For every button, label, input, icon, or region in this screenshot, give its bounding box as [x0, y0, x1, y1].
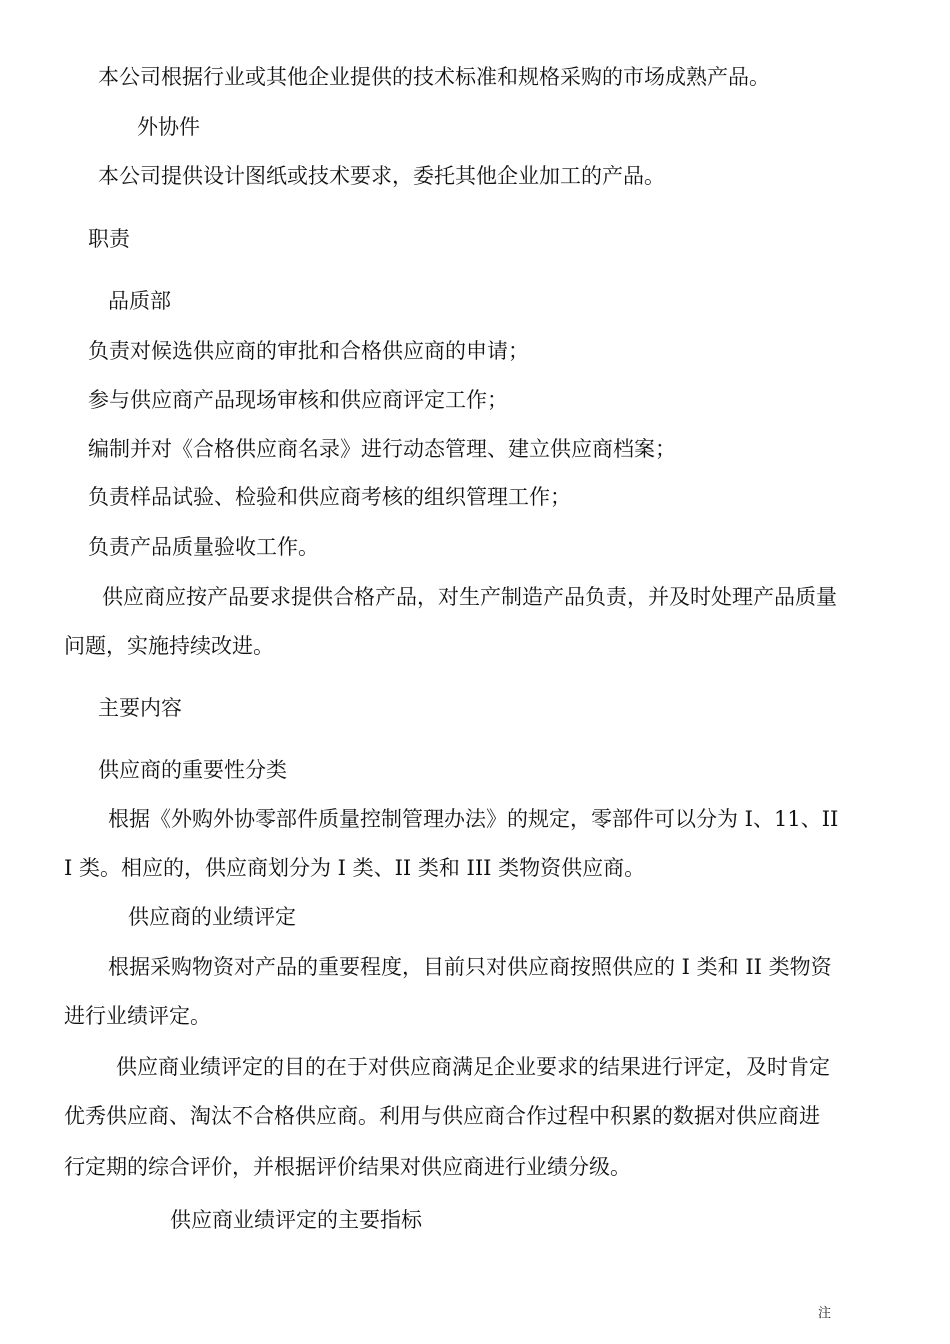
subsection-heading-classification: 供应商的重要性分类	[98, 758, 287, 782]
paragraph-line-4: 问题，实施持续改进。	[64, 634, 274, 658]
subsection-heading-performance: 供应商的业绩评定	[128, 905, 296, 929]
paragraph-line-7: 根据采购物资对产品的重要程度，目前只对供应商按照供应的 I 类和 II 类物资	[108, 955, 832, 979]
subsection-heading-quality-dept: 品质部	[108, 289, 171, 313]
paragraph-line-11: 行定期的综合评价，并根据评价结果对供应商进行业绩分级。	[64, 1155, 631, 1179]
list-item: 编制并对《合格供应商名录》进行动态管理、建立供应商档案；	[88, 437, 676, 461]
section-heading-responsibilities: 职责	[88, 227, 130, 251]
paragraph-line-10: 优秀供应商、淘汰不合格供应商。利用与供应商合作过程中积累的数据对供应商进	[64, 1104, 820, 1128]
paragraph-line-2: 本公司提供设计图纸或技术要求，委托其他企业加工的产品。	[98, 164, 665, 188]
list-item: 负责样品试验、检验和供应商考核的组织管理工作；	[88, 485, 571, 509]
list-item: 参与供应商产品现场审核和供应商评定工作；	[88, 388, 508, 412]
paragraph-line-6: I 类。相应的，供应商划分为 I 类、II 类和 III 类物资供应商。	[64, 856, 646, 880]
paragraph-line-3: 供应商应按产品要求提供合格产品，对生产制造产品负责，并及时处理产品质量	[102, 585, 837, 609]
footnote-marker: 注	[818, 1306, 832, 1321]
list-item: 负责产品质量验收工作。	[88, 535, 319, 559]
paragraph-line-8: 进行业绩评定。	[64, 1004, 211, 1028]
paragraph-line-9: 供应商业绩评定的目的在于对供应商满足企业要求的结果进行评定，及时肯定	[116, 1055, 830, 1079]
section-heading-outsourced-parts: 外协件	[137, 115, 200, 139]
list-item: 负责对候选供应商的审批和合格供应商的申请；	[88, 339, 529, 363]
subsection-heading-indicators: 供应商业绩评定的主要指标	[170, 1208, 422, 1232]
section-heading-main-content: 主要内容	[98, 696, 182, 720]
paragraph-line-5: 根据《外购外协零部件质量控制管理办法》的规定，零部件可以分为 I、11、II	[108, 807, 839, 831]
paragraph-line-1: 本公司根据行业或其他企业提供的技术标准和规格采购的市场成熟产品。	[98, 65, 770, 89]
